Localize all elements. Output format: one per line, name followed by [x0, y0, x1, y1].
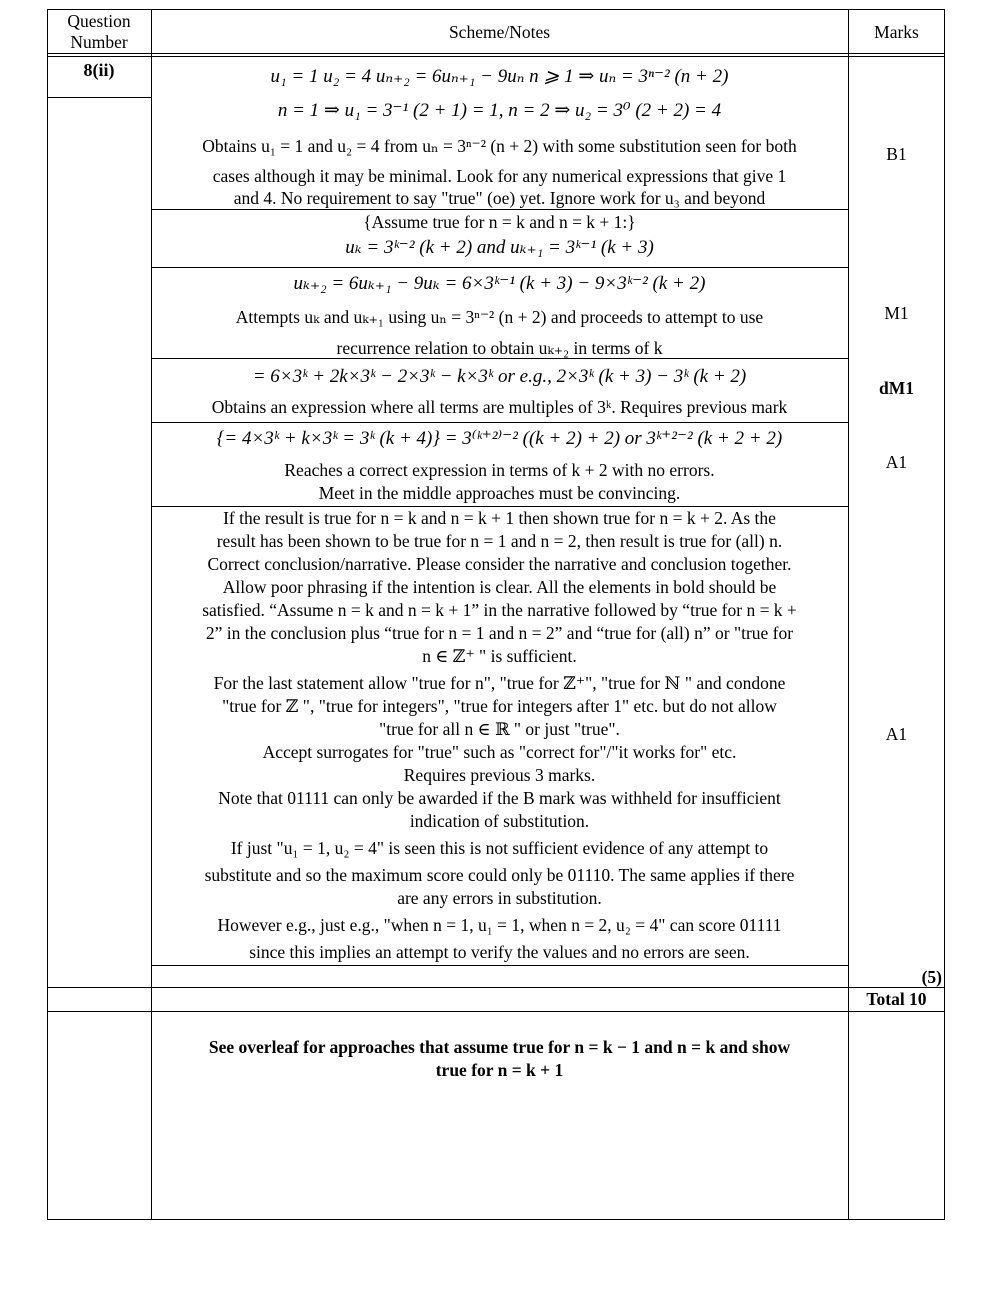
recurrence-statement: u₁ = 1 u₂ = 4 uₙ₊₂ = 6uₙ₊₁ − 9uₙ n ⩾ 1 ⇒ uₙ = 3ⁿ⁻² (n + 2)	[270, 66, 729, 87]
note-line: If the result is true for n = k and n = k + 1 then shown true for n = k + 2. As the	[223, 508, 776, 528]
assumption-line: {Assume true for n = k and n = k + 1:}	[363, 212, 636, 232]
question-number-header: Question Number	[67, 11, 131, 52]
header-rule-1	[47, 53, 945, 54]
total: Total 10	[866, 989, 927, 1009]
note-line: satisfied. “Assume n = k and n = k + 1” in the narrative followed by “true for n = k +	[202, 600, 797, 620]
column-divider-2	[848, 9, 849, 1220]
note-line: substitute and so the maximum score could only be 01110. The same applies if there	[204, 865, 795, 885]
note-line: and 4. No requirement to say "true" (oe) yet. Ignore work for u₃ and beyond	[233, 188, 766, 208]
row-rule	[47, 1011, 945, 1012]
simplification-working: = 6×3ᵏ + 2k×3ᵏ − 2×3ᵏ − k×3ᵏ or e.g., 2×3ᵏ (k + 3) − 3ᵏ (k + 2)	[252, 366, 747, 387]
note-line: Obtains an expression where all terms are multiples of 3ᵏ. Requires previous mark	[211, 397, 788, 417]
row-rule	[151, 422, 849, 423]
final-expression-working: {= 4×3ᵏ + k×3ᵏ = 3ᵏ (k + 4)} = 3⁽ᵏ⁺²⁾⁻² ((k + 2) + 2) or 3ᵏ⁺²⁻² (k + 2 + 2)	[216, 428, 783, 449]
note-line: Allow poor phrasing if the intention is clear. All the elements in bold should be	[222, 577, 777, 597]
note-line: recurrence relation to obtain uₖ₊₂ in terms of k	[336, 338, 663, 358]
note-line: Accept surrogates for "true" such as "correct for"/"it works for" etc.	[262, 742, 737, 762]
table-border-left	[47, 9, 48, 1220]
question-number: 8(ii)	[83, 60, 115, 80]
marks-header: Marks	[874, 22, 919, 42]
mark-m1: M1	[884, 303, 909, 323]
note-line: "true for all n ∈ ℝ " or just "true".	[379, 719, 620, 739]
note-line: Correct conclusion/narrative. Please consider the narrative and conclusion together.	[207, 554, 792, 574]
mark-a1: A1	[885, 452, 908, 472]
overleaf-note: true for n = k + 1	[435, 1060, 564, 1080]
note-line: However e.g., just e.g., "when n = 1, u₁ = 1, when n = 2, u₂ = 4" can score 01111	[217, 915, 782, 935]
note-line: If just "u₁ = 1, u₂ = 4" is seen this is not sufficient evidence of any attempt to	[230, 838, 769, 858]
row-rule	[47, 987, 945, 988]
note-line: n ∈ ℤ⁺ " is sufficient.	[422, 646, 577, 666]
mark-scheme-table	[47, 9, 945, 1220]
overleaf-note: See overleaf for approaches that assume true for n = k − 1 and n = k and show	[208, 1037, 791, 1057]
question-cell-rule	[47, 97, 152, 98]
note-line: Note that 01111 can only be awarded if the B mark was withheld for insufficient	[218, 788, 781, 808]
base-case-working: n = 1 ⇒ u₁ = 3⁻¹ (2 + 1) = 1, n = 2 ⇒ u₂ = 3⁰ (2 + 2) = 4	[277, 100, 722, 121]
mark-a1-conclusion: A1	[885, 724, 908, 744]
note-line: For the last statement allow "true for n", "true for ℤ⁺", "true for ℕ " and condone	[213, 673, 786, 693]
note-line: result has been shown to be true for n = 1 and n = 2, then result is true for (all) n.	[216, 531, 783, 551]
note-line: Meet in the middle approaches must be convincing.	[318, 483, 681, 503]
conclusion-notes	[151, 507, 848, 964]
note-line: since this implies an attempt to verify the values and no errors are seen.	[249, 942, 750, 962]
note-line: indication of substitution.	[409, 811, 590, 831]
assumption-expressions: uₖ = 3ᵏ⁻² (k + 2) and uₖ₊₁ = 3ᵏ⁻¹ (k + 3)	[345, 237, 654, 258]
table-border-bottom	[47, 1219, 945, 1220]
note-line: "true for ℤ ", "true for integers", "true for integers after 1" etc. but do not allow	[222, 696, 777, 716]
header-rule-2	[47, 56, 945, 57]
note-line: Attempts uₖ and uₖ₊₁ using uₙ = 3ⁿ⁻² (n + 2) and proceeds to attempt to use	[235, 307, 764, 327]
note-line: Obtains u₁ = 1 and u₂ = 4 from uₙ = 3ⁿ⁻² (n + 2) with some substitution seen for both	[202, 136, 797, 156]
note-line: cases although it may be minimal. Look for any numerical expressions that give 1	[212, 166, 787, 186]
scheme-notes-header: Scheme/Notes	[448, 22, 551, 42]
table-border-right	[944, 9, 945, 1220]
note-line: are any errors in substitution.	[397, 888, 602, 908]
row-rule	[151, 267, 849, 268]
mark-dm1: dM1	[879, 378, 914, 398]
row-rule	[151, 965, 849, 966]
mark-b1: B1	[886, 144, 907, 164]
note-line: Requires previous 3 marks.	[403, 765, 596, 785]
table-border-top	[47, 9, 945, 10]
note-line: Reaches a correct expression in terms of k + 2 with no errors.	[284, 460, 715, 480]
inductive-step-working: uₖ₊₂ = 6uₖ₊₁ − 9uₖ = 6×3ᵏ⁻¹ (k + 3) − 9×3ᵏ⁻² (k + 2)	[293, 273, 706, 294]
subtotal: (5)	[921, 967, 942, 987]
note-line: 2” in the conclusion plus “true for n = 1 and n = 2” and “true for (all) n” or "true for	[205, 623, 794, 643]
